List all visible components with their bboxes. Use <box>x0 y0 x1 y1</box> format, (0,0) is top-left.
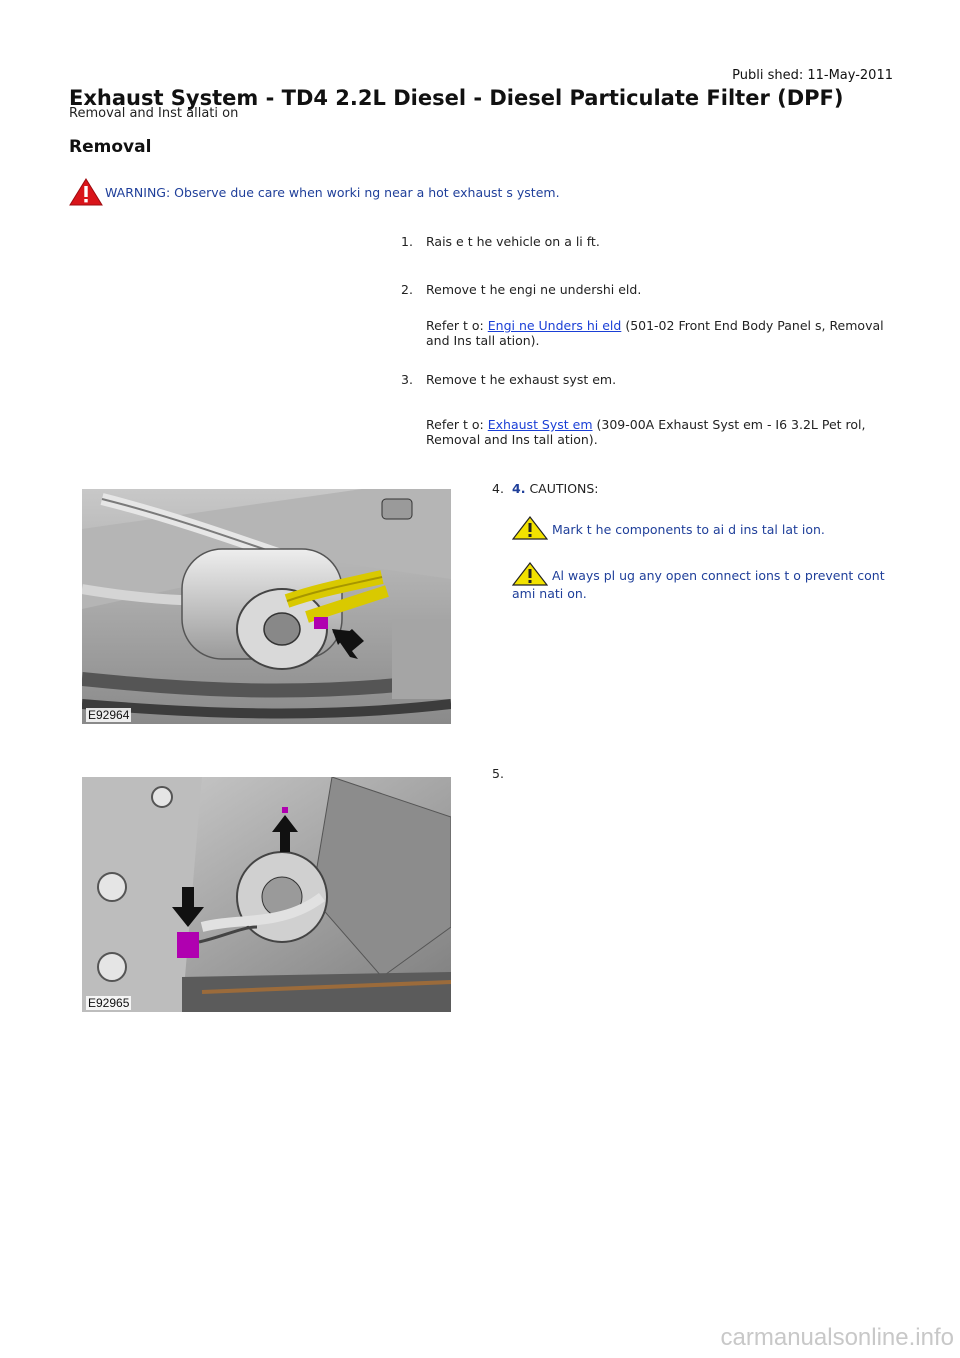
step-text: Rais e t he vehicle on a li ft. <box>426 234 600 249</box>
warning-text: WARNING: Observe due care when worki ng near a hot exhaust s ystem. <box>105 184 560 200</box>
refer-suffix: (309-00A Exhaust Syst em - I6 3.2L Pet rol, Removal and Ins tall ation). <box>426 417 866 447</box>
figure-e92965 <box>82 777 451 1012</box>
published-date: Publi shed: 11-May-2011 <box>732 68 893 83</box>
step-number: 2. <box>401 282 413 297</box>
warning-notice <box>69 177 560 207</box>
caution-triangle-icon <box>512 516 548 540</box>
reference-link-exhaust-system[interactable]: Exhaust Syst em <box>487 417 593 432</box>
caution-text: Mark t he components to ai d ins tal lat ion. <box>551 522 825 537</box>
caution-triangle-icon <box>512 562 548 586</box>
caution-item <box>512 562 892 601</box>
cautions-heading <box>512 481 599 496</box>
reference <box>426 318 896 348</box>
warning-triangle-icon <box>69 178 103 206</box>
caution-text: Al ways pl ug any open connect ions t o prevent cont ami nati on. <box>512 568 885 601</box>
page-title: Exhaust System - TD4 2.2L Diesel - Diesel Particulate Filter (DPF) <box>69 86 844 110</box>
exhaust-connection-illustration <box>82 489 451 724</box>
reference-link-engine-undershield[interactable]: Engi ne Unders hi eld <box>487 318 622 333</box>
figure-e92964 <box>82 489 451 724</box>
step-number: 5. <box>492 766 504 781</box>
caution-item <box>512 516 892 540</box>
refer-suffix: (501-02 Front End Body Panel s, Removal and Ins tall ation). <box>426 318 884 348</box>
figure-label: E92964 <box>88 708 130 722</box>
step-number: 3. <box>401 372 413 387</box>
page-subtitle: Removal and Inst allati on <box>69 106 239 121</box>
cautions-heading-label: CAUTIONS: <box>529 481 599 496</box>
step-text: Remove t he engi ne undershi eld. <box>426 282 642 297</box>
watermark: carmanualsonline.info <box>720 1324 954 1351</box>
cautions-heading-number: 4. <box>512 481 526 496</box>
sensor-connector-illustration <box>82 777 451 1012</box>
figure-label: E92965 <box>88 996 130 1010</box>
refer-prefix: Refer t o: <box>426 318 484 333</box>
refer-prefix: Refer t o: <box>426 417 484 432</box>
section-heading: Removal <box>69 137 152 157</box>
step-number: 4. <box>492 481 504 496</box>
step-number: 1. <box>401 234 413 249</box>
step-text: Remove t he exhaust syst em. <box>426 372 617 387</box>
reference <box>426 417 896 447</box>
